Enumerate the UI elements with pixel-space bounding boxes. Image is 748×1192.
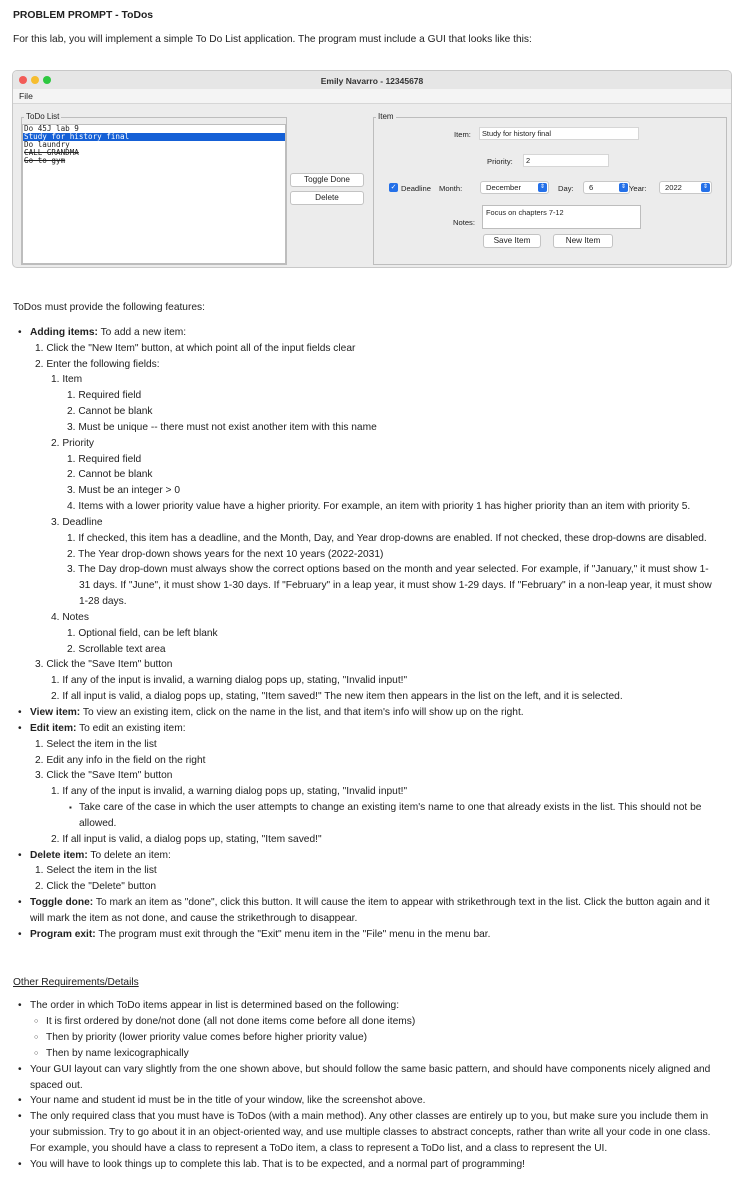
- text-line: 1. Select the item in the list: [35, 739, 157, 750]
- text-line: 2. If all input is valid, a dialog pops up, stating, "Item saved!" The new item then appears in the list on the left, and it is selected.: [51, 691, 623, 702]
- year-value: 2022: [665, 183, 682, 192]
- feature-name: Edit item:: [30, 723, 77, 734]
- text-line: 2. Cannot be blank: [67, 406, 153, 417]
- text-line: • The order in which ToDo items appear in list is determined based on the following:: [30, 998, 399, 1014]
- text-line: ▪ Take care of the case in which the user attempts to change an existing item's name to one that already exists in the list. This should not be: [79, 800, 701, 816]
- feature-description: To mark an item as "done", click this button. It will cause the item to appear with strikethrough text in the list. Click the button again and it: [93, 897, 710, 908]
- text-line: ○ It is first ordered by done/not done (all not done items come before all done items): [46, 1014, 415, 1030]
- item-field[interactable]: Study for history final: [479, 127, 639, 140]
- text-line: • Your GUI layout can vary slightly from the one shown above, but should follow the same basic pattern, and should have components nicely aligned and: [30, 1062, 710, 1078]
- text-line: 3. Click the "Save Item" button: [35, 659, 173, 670]
- chevron-updown-icon: ⇕: [620, 184, 627, 190]
- list-item-selected[interactable]: Study for history final: [23, 133, 285, 141]
- feature-name: Adding items:: [30, 327, 98, 338]
- text-line: 3. Must be an integer > 0: [67, 485, 180, 496]
- text-line: ToDos must provide the following features:: [13, 302, 205, 313]
- menu-bar: [13, 89, 731, 104]
- list-item-done[interactable]: CALL GRANDMA: [24, 148, 79, 157]
- feature-description: To view an existing item, click on the name in the list, and that item's info will show up on the right.: [80, 707, 524, 718]
- text-line: • Your name and student id must be in the title of your window, like the screenshot above.: [30, 1093, 425, 1109]
- text-line: Other Requirements/Details: [13, 977, 139, 988]
- text-line: 2. Enter the following fields:: [35, 359, 160, 370]
- text-line: 31 days. If "June", it must show 1-30 days. If "February" in a leap year, it must show 1-29 days. If "February" in a non-leap year, it must show: [79, 580, 712, 591]
- feature-description: To add a new item:: [97, 327, 187, 338]
- list-item-done[interactable]: Go to gym: [24, 156, 66, 165]
- text-line: your submission. Try to go about it in an object-oriented way, and use multiple classes to abstract concepts, rather than write all your code in one class.: [30, 1127, 711, 1138]
- feature-name: Toggle done:: [30, 897, 94, 908]
- chevron-updown-icon: ⇕: [702, 184, 709, 190]
- year-select[interactable]: [659, 181, 712, 194]
- text-line: [30, 848, 171, 864]
- chevron-updown-icon: ⇕: [539, 184, 546, 190]
- feature-name: Delete item:: [30, 850, 88, 861]
- text-line: 1-28 days.: [79, 596, 127, 607]
- text-line: 2. Click the "Delete" button: [35, 881, 157, 892]
- text-line: 2. Edit any info in the field on the right: [35, 755, 206, 766]
- month-value: December: [486, 183, 522, 192]
- feature-description: To edit an existing item:: [76, 723, 186, 734]
- text-line: [30, 927, 490, 943]
- text-line: [30, 721, 186, 737]
- month-label: Month:: [439, 184, 463, 193]
- text-line: [30, 705, 524, 721]
- text-line: [30, 895, 710, 911]
- text-line: 1. If checked, this item has a deadline, and the Month, Day, and Year drop-downs are enabled. If not checked, these drop-downs are disabled.: [67, 533, 707, 544]
- intro-text: For this lab, you will implement a simple To Do List application. The program must include a GUI that looks like this:: [13, 34, 532, 45]
- feature-description: To delete an item:: [87, 850, 171, 861]
- year-label: Year:: [629, 184, 647, 193]
- title-bar: [13, 71, 731, 89]
- text-line: 1. If any of the input is invalid, a warning dialog pops up, stating, "Invalid input!": [51, 675, 408, 686]
- text-line: 3. Deadline: [51, 517, 103, 528]
- text-line: 3. Click the "Save Item" button: [35, 770, 173, 781]
- text-line: 3. The Day drop-down must always show the correct options based on the month and year selected. For example, if "January," it must show 1-: [67, 564, 709, 575]
- priority-label: Priority:: [487, 157, 513, 166]
- menu-file[interactable]: File: [19, 91, 33, 101]
- text-line: 1. If any of the input is invalid, a warning dialog pops up, stating, "Invalid input!": [51, 786, 408, 797]
- text-line: • The only required class that you must have is ToDos (with a main method). Any other classes are entirely up to you, but make sure you include them in: [30, 1109, 708, 1125]
- day-value: 6: [589, 183, 594, 192]
- deadline-label: Deadline: [401, 184, 431, 193]
- item-label: Item:: [454, 130, 471, 139]
- month-select[interactable]: [480, 181, 549, 194]
- text-line: • You will have to look things up to complete this lab. That is to be expected, and a normal part of programming!: [30, 1157, 525, 1173]
- text-line: spaced out.: [30, 1080, 83, 1091]
- text-line: 1. Required field: [67, 390, 142, 401]
- todo-listbox[interactable]: [22, 124, 286, 264]
- text-line: 2. Priority: [51, 438, 95, 449]
- text-line: For example, you should have a class to represent a ToDo item, a class to represent a ToDo list, and a class to represent the UI.: [30, 1143, 608, 1154]
- app-window-screenshot: [12, 70, 732, 268]
- window-title: Emily Navarro - 12345678: [320, 76, 424, 86]
- day-select[interactable]: [583, 181, 630, 194]
- deadline-checkbox[interactable]: ✓: [390, 184, 397, 191]
- notes-label: Notes:: [453, 218, 475, 227]
- page-heading: PROBLEM PROMPT - ToDos: [13, 10, 154, 21]
- text-line: 4. Notes: [51, 612, 89, 623]
- text-line: 1. Required field: [67, 454, 142, 465]
- text-line: 2. Cannot be blank: [67, 469, 153, 480]
- text-line: 1. Click the "New Item" button, at which point all of the input fields clear: [35, 343, 356, 354]
- text-line: 2. The Year drop-down shows years for the next 10 years (2022-2031): [67, 549, 384, 560]
- text-line: [30, 325, 186, 341]
- feature-name: View item:: [30, 707, 81, 718]
- text-line: 2. If all input is valid, a dialog pops up, stating, "Item saved!": [51, 834, 322, 845]
- text-line: will mark the item as not done, and cause the strikethrough to disappear.: [30, 913, 358, 924]
- text-line: 4. Items with a lower priority value have a higher priority. For example, an item with priority 1 has higher priority than an item with priority 5.: [67, 501, 691, 512]
- day-label: Day:: [558, 184, 574, 193]
- text-line: 1. Item: [51, 374, 83, 385]
- text-line: 3. Must be unique -- there must not exist another item with this name: [67, 422, 377, 433]
- todo-list-label: ToDo List: [26, 112, 60, 121]
- save-item-button[interactable]: Save Item: [483, 234, 541, 248]
- text-line: ○ Then by name lexicographically: [46, 1046, 189, 1062]
- list-item[interactable]: Do 45J lab 9: [24, 124, 79, 133]
- notes-textarea[interactable]: Focus on chapters 7-12: [482, 205, 641, 229]
- text-line: 1. Optional field, can be left blank: [67, 628, 218, 639]
- text-line: 2. Scrollable text area: [67, 644, 166, 655]
- new-item-button[interactable]: New Item: [553, 234, 613, 248]
- item-group-label: Item: [378, 112, 394, 121]
- text-line: ○ Then by priority (lower priority value comes before higher priority value): [46, 1030, 367, 1046]
- text-line: 1. Select the item in the list: [35, 865, 157, 876]
- toggle-done-button[interactable]: Toggle Done: [290, 173, 364, 187]
- text-line: allowed.: [79, 818, 117, 829]
- feature-name: Program exit:: [30, 929, 96, 940]
- delete-button[interactable]: Delete: [290, 191, 364, 205]
- list-item[interactable]: Do laundry: [24, 140, 70, 149]
- priority-field[interactable]: 2: [523, 154, 609, 167]
- feature-description: The program must exit through the "Exit" menu item in the "File" menu in the menu bar.: [95, 929, 491, 940]
